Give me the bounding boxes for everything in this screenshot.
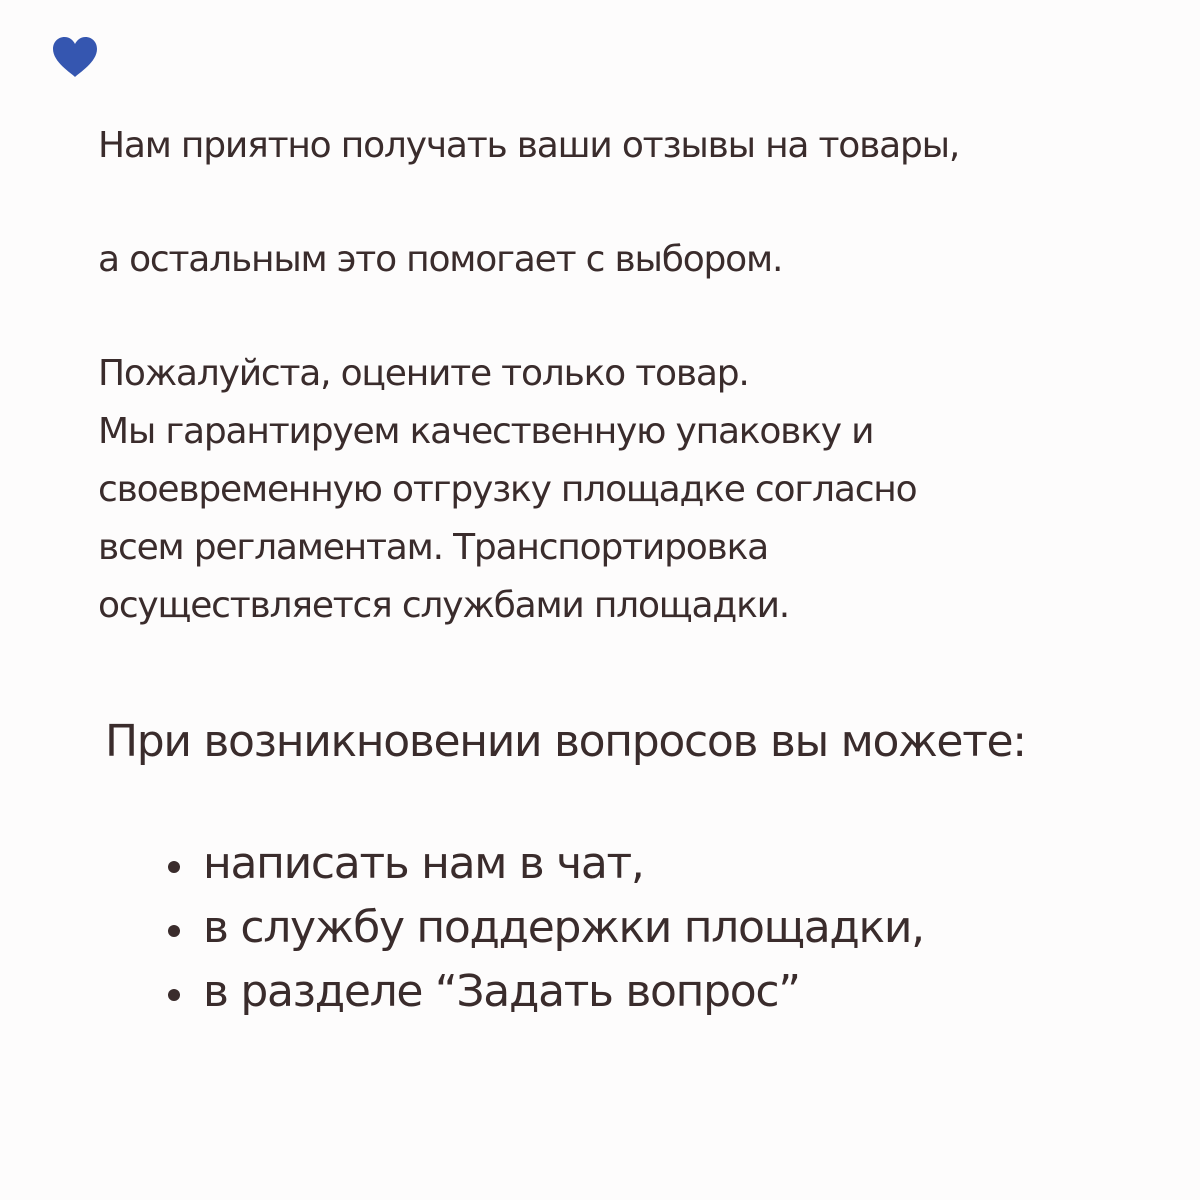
- list-item: [160, 832, 924, 896]
- guarantee-line: всем регламентам. Транспортировка: [98, 527, 768, 568]
- guarantee-paragraph: [98, 345, 916, 635]
- guarantee-line: своевременную отгрузку площадке согласно: [98, 469, 917, 510]
- contact-options-list: [160, 832, 924, 1024]
- option-ask-question: в разделе “Задать вопрос”: [203, 966, 800, 1017]
- intro-line-1: Нам приятно получать ваши отзывы на товары,: [98, 125, 960, 166]
- list-item: [160, 896, 924, 960]
- heart-icon: [51, 36, 99, 78]
- option-support: в службу поддержки площадки,: [203, 902, 924, 953]
- list-item: [160, 960, 924, 1024]
- guarantee-line: осуществляется службами площадки.: [98, 585, 790, 626]
- bullet-icon: [168, 861, 180, 873]
- option-chat: написать нам в чат,: [203, 838, 644, 889]
- guarantee-line: Мы гарантируем качественную упаковку и: [98, 411, 874, 452]
- guarantee-line: Пожалуйста, оцените только товар.: [98, 353, 749, 394]
- questions-heading: При возникновении вопросов вы можете:: [105, 716, 1026, 767]
- bullet-icon: [168, 989, 180, 1001]
- bullet-icon: [168, 925, 180, 937]
- intro-line-2: а остальным это помогает с выбором.: [98, 239, 783, 280]
